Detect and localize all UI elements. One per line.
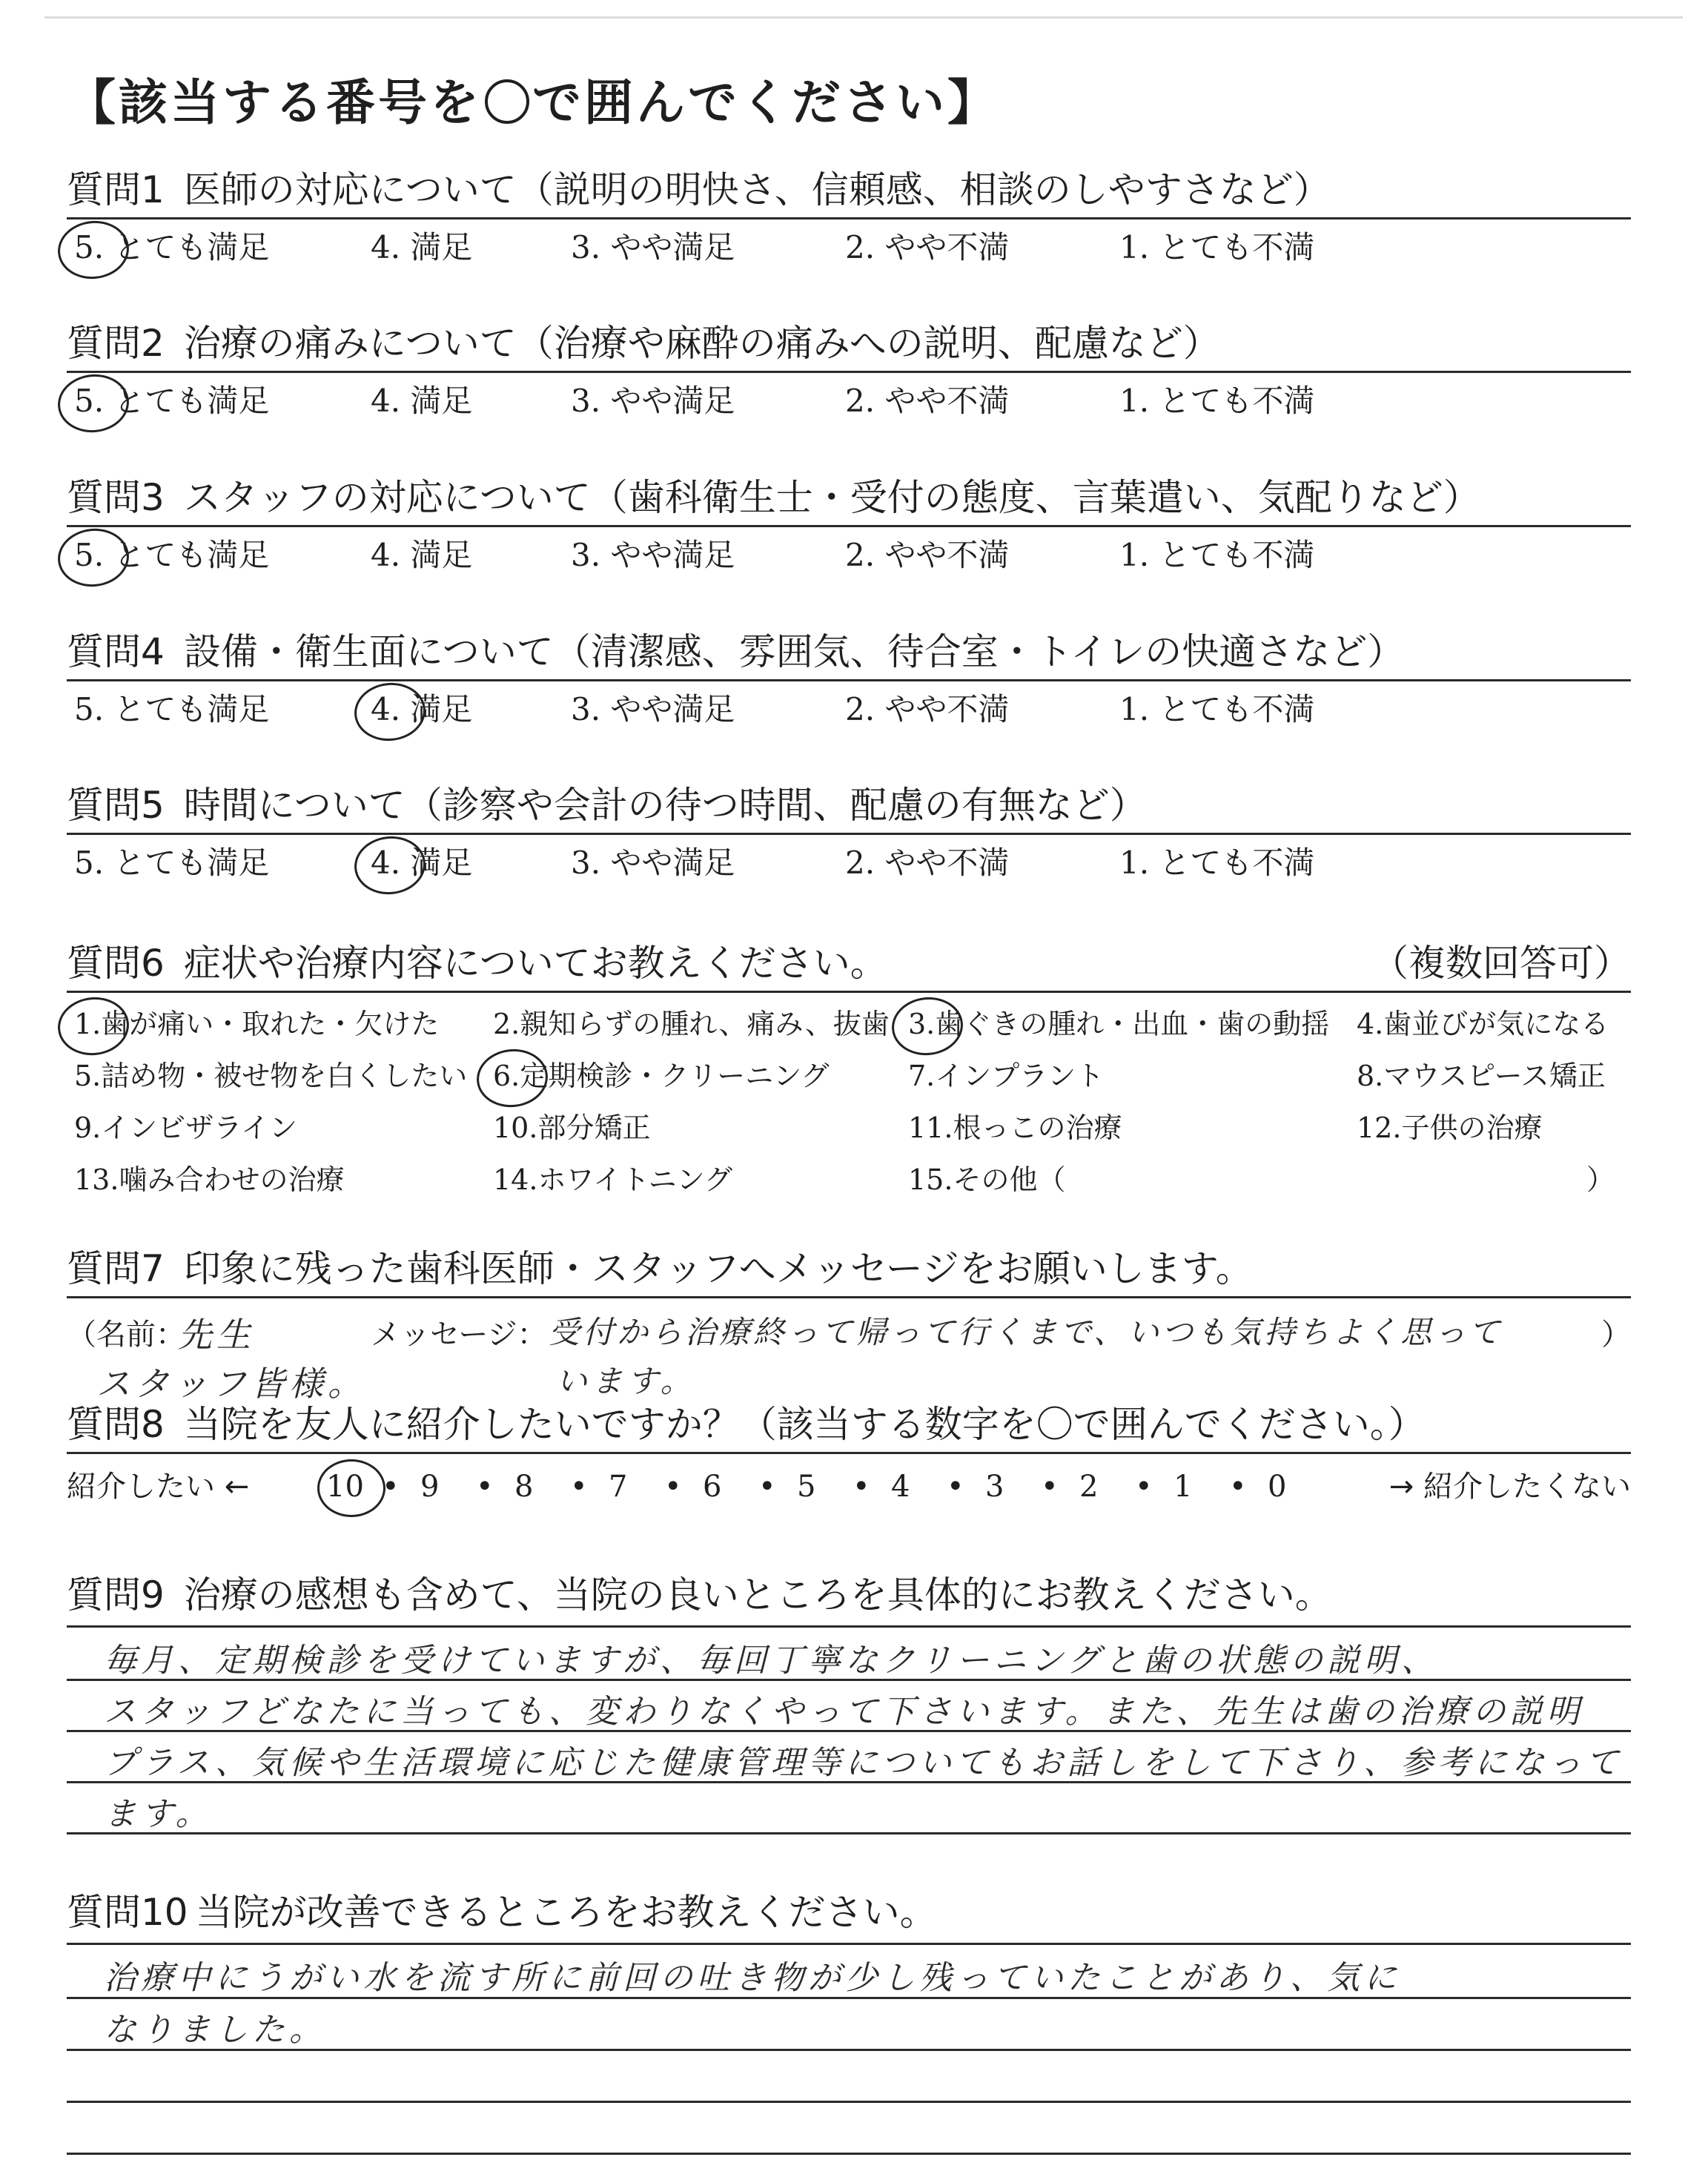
option-number: 5. — [74, 225, 104, 270]
option-number: 11. — [908, 1112, 953, 1144]
symptom-option[interactable] — [493, 1157, 732, 1202]
option-number: 2. — [845, 229, 875, 265]
option-number: 3. — [571, 691, 601, 727]
name-value-doctor: 先生 — [178, 1315, 255, 1355]
option-label: とても満足 — [104, 383, 270, 419]
option-number: 3. — [571, 383, 601, 419]
rating-option[interactable] — [845, 687, 1009, 732]
question-4 — [67, 629, 1631, 733]
question-number: 質問4 — [67, 630, 165, 673]
option-number: 2. — [845, 383, 875, 419]
option-number: 10. — [493, 1112, 538, 1144]
question-number: 質問2 — [67, 322, 165, 365]
scale-dot: • — [664, 1470, 682, 1504]
option-number: 8. — [1357, 1060, 1384, 1092]
scale-dot: • — [1229, 1470, 1247, 1504]
option-number: 3. — [571, 845, 601, 881]
symptom-option[interactable] — [908, 1002, 1329, 1046]
option-number: 5. — [74, 691, 105, 727]
symptom-option[interactable] — [74, 1157, 344, 1202]
scale-value[interactable]: 4 — [891, 1470, 910, 1504]
option-label: 満足 — [400, 691, 473, 727]
answer-line: プラス、気候や生活環境に応じた健康管理等についてもお話しをして下さり、参考になって — [104, 1744, 1623, 1782]
option-number: 1. — [1119, 229, 1150, 265]
rating-option[interactable] — [1119, 687, 1314, 732]
message-close-paren: ） — [1601, 1318, 1631, 1352]
answer-line: 治療中にうがい水を流す所に前回の吐き物が少し残っていたことがあり、気に — [104, 1959, 1401, 1997]
option-number: 4. — [371, 841, 400, 885]
symptom-option[interactable] — [1357, 1002, 1609, 1046]
rating-option[interactable] — [371, 687, 472, 732]
question-1-title — [67, 167, 1631, 213]
option-number: 15. — [908, 1163, 953, 1196]
option-label: とても不満 — [1149, 845, 1315, 881]
question-8-title — [67, 1401, 1631, 1447]
rating-option[interactable] — [74, 841, 269, 885]
option-number: 14. — [493, 1163, 538, 1196]
scale-value[interactable]: 3 — [985, 1470, 1004, 1504]
question-rule — [67, 833, 1631, 835]
option-label: とても満足 — [104, 691, 270, 727]
rating-options — [67, 225, 1631, 271]
option-number: 2. — [845, 537, 875, 573]
option-label: 部分矯正 — [537, 1112, 651, 1144]
option-label: やや満足 — [600, 691, 735, 727]
question-text: 設備・衛生面について（清潔感、雰囲気、待合室・トイレの快適さなど） — [183, 630, 1405, 673]
scale-left-label: 紹介したい ← — [67, 1470, 250, 1504]
symptom-option[interactable] — [493, 1002, 890, 1046]
rating-options — [67, 687, 1631, 733]
option-label: 定期検診・クリーニング — [520, 1060, 830, 1092]
symptom-option[interactable] — [908, 1157, 1065, 1202]
rating-option[interactable] — [74, 687, 269, 732]
option-label: とても不満 — [1149, 691, 1315, 727]
answer-rule — [67, 2101, 1631, 2103]
symptom-option[interactable] — [1357, 1106, 1542, 1150]
rating-option[interactable] — [845, 379, 1009, 423]
answer-line: 毎月、定期検診を受けていますが、毎回丁寧なクリーニングと歯の状態の説明、 — [104, 1642, 1438, 1680]
question-6 — [67, 940, 1631, 1217]
rating-option[interactable] — [371, 533, 472, 578]
symptom-option[interactable] — [1357, 1054, 1606, 1098]
question-rule — [67, 371, 1631, 373]
scale-value[interactable]: 6 — [703, 1470, 722, 1504]
question-number: 質問6 — [67, 942, 165, 985]
rating-options — [67, 379, 1631, 425]
option-number: 1. — [1119, 383, 1150, 419]
heading-text-after: で囲んでください】 — [532, 74, 999, 131]
scale-dot: • — [947, 1470, 964, 1504]
scale-dot: • — [853, 1470, 870, 1504]
option-label: とても不満 — [1149, 537, 1315, 573]
symptom-option[interactable] — [493, 1054, 830, 1098]
heading-text-before: 【該当する番号を — [67, 74, 482, 131]
option-label: 親知らずの腫れ、痛み、抜歯 — [520, 1008, 890, 1040]
survey-heading — [67, 63, 999, 133]
question-6-title — [67, 940, 1631, 986]
answer-line: ます。 — [104, 1795, 213, 1833]
option-label: やや満足 — [600, 229, 735, 265]
option-number: 5. — [74, 1060, 102, 1092]
question-5-title — [67, 782, 1631, 828]
scale-dot: • — [1041, 1470, 1059, 1504]
option-number: 4. — [371, 383, 401, 419]
question-number: 質問5 — [67, 784, 165, 827]
scale-value[interactable]: 2 — [1079, 1470, 1099, 1504]
question-2 — [67, 320, 1631, 425]
answer-line: なりました。 — [104, 2011, 326, 2049]
question-rule — [67, 525, 1631, 527]
option-number: 13. — [74, 1163, 119, 1196]
option-label: 満足 — [400, 383, 473, 419]
option-number: 4. — [371, 687, 400, 732]
question-text: 当院を友人に紹介したいですか？（該当する数字を〇で囲んでください。） — [183, 1403, 1426, 1446]
option-label: インプラント — [935, 1060, 1105, 1092]
rating-option[interactable] — [1119, 225, 1314, 270]
option-label: 満足 — [400, 537, 473, 573]
answer-rule — [67, 2153, 1631, 2155]
scale-dot: • — [382, 1470, 400, 1504]
page-top-rule — [44, 16, 1683, 19]
option-label: 満足 — [400, 845, 473, 881]
option-label: やや不満 — [875, 537, 1010, 573]
option-label: やや満足 — [600, 845, 735, 881]
rating-option[interactable] — [571, 841, 735, 885]
question-8 — [67, 1401, 1631, 1454]
question-7 — [67, 1246, 1631, 1298]
message-field[interactable] — [67, 1311, 1631, 1407]
rating-option[interactable] — [571, 225, 735, 270]
question-rule — [67, 1452, 1631, 1454]
scale-value[interactable]: 8 — [514, 1470, 534, 1504]
option-number: 7. — [908, 1060, 936, 1092]
question-1 — [67, 167, 1631, 271]
question-number: 質問1 — [67, 168, 165, 211]
option-number: 4. — [371, 537, 401, 573]
scale-value[interactable]: 0 — [1268, 1470, 1287, 1504]
rating-option[interactable] — [74, 533, 269, 578]
option-label: 詰め物・被せ物を白くしたい — [101, 1060, 468, 1092]
option-number: 5. — [74, 845, 105, 881]
scale-dot: • — [758, 1470, 776, 1504]
answer-line: スタッフどなたに当っても、変わりなくやって下さいます。また、先生は歯の治療の説明 — [104, 1693, 1584, 1731]
option-number: 9. — [74, 1112, 102, 1144]
rating-option[interactable] — [571, 687, 735, 732]
question-text: 治療の痛みについて（治療や麻酔の痛みへの説明、配慮など） — [183, 322, 1220, 365]
option-label: やや満足 — [600, 537, 735, 573]
symptom-option[interactable] — [74, 1106, 297, 1150]
option-number: 1. — [1119, 845, 1150, 881]
message-line-1: 受付から治療終って帰って行くまで、いつも気持ちよく思って — [549, 1314, 1503, 1350]
rating-options — [67, 841, 1631, 887]
option-number: 1. — [74, 1002, 101, 1046]
rating-option[interactable] — [1119, 841, 1314, 885]
question-rule — [67, 991, 1631, 993]
question-number: 質問8 — [67, 1403, 165, 1446]
rating-option[interactable] — [74, 225, 269, 270]
question-4-title — [67, 629, 1631, 675]
option-label: その他（ — [953, 1163, 1066, 1196]
question-number: 質問3 — [67, 476, 165, 519]
question-rule — [67, 1296, 1631, 1298]
option-number: 6. — [493, 1054, 520, 1098]
option-label: 満足 — [400, 229, 473, 265]
option-label: 歯ぐきの腫れ・出血・歯の動揺 — [935, 1008, 1330, 1040]
question-10-title — [67, 1889, 1631, 1935]
question-number: 質問9 — [67, 1573, 165, 1616]
question-9 — [67, 1572, 1631, 1618]
scale-value[interactable]: 7 — [609, 1470, 628, 1504]
scale-right-label: → 紹介したくない — [1388, 1470, 1631, 1504]
option-label: とても不満 — [1149, 383, 1315, 419]
option-number: 12. — [1357, 1112, 1402, 1144]
scale-value[interactable]: 10 — [326, 1461, 364, 1513]
question-text: 治療の感想も含めて、当院の良いところを具体的にお教えください。 — [183, 1573, 1332, 1616]
name-label: （名前： — [67, 1318, 185, 1352]
question-2-title — [67, 320, 1631, 366]
symptom-option[interactable] — [908, 1106, 1122, 1150]
option-label: やや不満 — [875, 845, 1010, 881]
option-number: 3. — [571, 229, 601, 265]
rating-option[interactable] — [845, 533, 1009, 578]
option-number: 4. — [1357, 1008, 1384, 1040]
symptom-options — [67, 1002, 1631, 1217]
question-text: スタッフの対応について（歯科衛生士・受付の態度、言葉遣い、気配りなど） — [183, 476, 1480, 519]
symptom-option[interactable] — [74, 1054, 467, 1098]
rating-option[interactable] — [571, 533, 735, 578]
option-number: 3. — [908, 1002, 935, 1046]
rating-option[interactable] — [371, 841, 472, 885]
question-rule — [67, 217, 1631, 219]
option-number: 2. — [493, 1008, 520, 1040]
option-number: 2. — [845, 845, 875, 881]
question-text: 印象に残った歯科医師・スタッフへメッセージをお願いします。 — [183, 1247, 1253, 1290]
option-label: やや不満 — [875, 229, 1010, 265]
scale-dot: • — [570, 1470, 588, 1504]
option-label: とても満足 — [104, 229, 270, 265]
symptom-option[interactable] — [908, 1054, 1104, 1098]
question-10 — [67, 1889, 1631, 1935]
option-number: 3. — [571, 537, 601, 573]
option-label: ホワイトニング — [537, 1163, 733, 1196]
circle-mark-icon — [485, 79, 529, 124]
option-label: 子供の治療 — [1401, 1112, 1543, 1144]
option-number: 4. — [371, 229, 401, 265]
question-rule — [67, 1943, 1631, 1945]
rating-option[interactable] — [371, 225, 472, 270]
question-number: 質問7 — [67, 1247, 165, 1290]
option-number: 2. — [845, 691, 875, 727]
question-5 — [67, 782, 1631, 887]
question-3 — [67, 475, 1631, 579]
option-label: ） — [1586, 1163, 1615, 1196]
option-number: 5. — [74, 533, 104, 578]
scale-value[interactable]: 1 — [1174, 1470, 1193, 1504]
option-label: やや満足 — [600, 383, 735, 419]
scale-value[interactable]: 5 — [797, 1470, 816, 1504]
scale-dot: • — [1135, 1470, 1153, 1504]
message-line-2: います。 — [556, 1363, 696, 1399]
option-label: やや不満 — [875, 383, 1010, 419]
question-rule — [67, 1625, 1631, 1628]
rating-option[interactable] — [1119, 379, 1314, 423]
question-text: 時間について（診察や会計の待つ時間、配慮の有無など） — [183, 784, 1147, 827]
scale-dot: • — [476, 1470, 494, 1504]
rating-option[interactable] — [74, 379, 269, 423]
question-rule — [67, 679, 1631, 681]
symptom-option[interactable] — [1586, 1157, 1615, 1202]
rating-option[interactable] — [571, 379, 735, 423]
option-label: とても満足 — [104, 537, 270, 573]
symptom-option[interactable] — [493, 1106, 650, 1150]
option-number: 1. — [1119, 537, 1150, 573]
option-number: 1. — [1119, 691, 1150, 727]
rating-option[interactable] — [371, 379, 472, 423]
question-number: 質問10 — [67, 1891, 188, 1934]
option-label: やや不満 — [875, 691, 1010, 727]
option-label: とても満足 — [104, 845, 270, 881]
option-label: 根っこの治療 — [953, 1112, 1122, 1144]
question-text: 医師の対応について（説明の明快さ、信頼感、相談のしやすさなど） — [183, 168, 1331, 211]
multiple-answer-note: （複数回答可） — [1371, 942, 1631, 985]
rating-option[interactable] — [845, 841, 1009, 885]
question-7-title — [67, 1246, 1631, 1292]
option-number: 5. — [74, 379, 104, 423]
question-9-title — [67, 1572, 1631, 1618]
option-label: 歯並びが気になる — [1383, 1008, 1609, 1040]
rating-options — [67, 533, 1631, 579]
name-value-staff: スタッフ皆様。 — [96, 1364, 366, 1404]
rating-option[interactable] — [1119, 533, 1314, 578]
message-label: メッセージ： — [371, 1318, 547, 1352]
option-label: とても不満 — [1149, 229, 1315, 265]
recommendation-scale — [67, 1461, 1631, 1520]
option-label: インビザライン — [101, 1112, 298, 1144]
option-label: 噛み合わせの治療 — [119, 1163, 345, 1196]
question-3-title — [67, 475, 1631, 521]
option-label: 歯が痛い・取れた・欠けた — [101, 1008, 440, 1040]
option-label: マウスピース矯正 — [1383, 1060, 1606, 1092]
question-text: 症状や治療内容についてお教えください。 — [183, 942, 887, 985]
question-text: 当院が改善できるところをお教えください。 — [195, 1891, 937, 1934]
rating-option[interactable] — [845, 225, 1009, 270]
scale-value[interactable]: 9 — [420, 1470, 440, 1504]
symptom-option[interactable] — [74, 1002, 439, 1046]
